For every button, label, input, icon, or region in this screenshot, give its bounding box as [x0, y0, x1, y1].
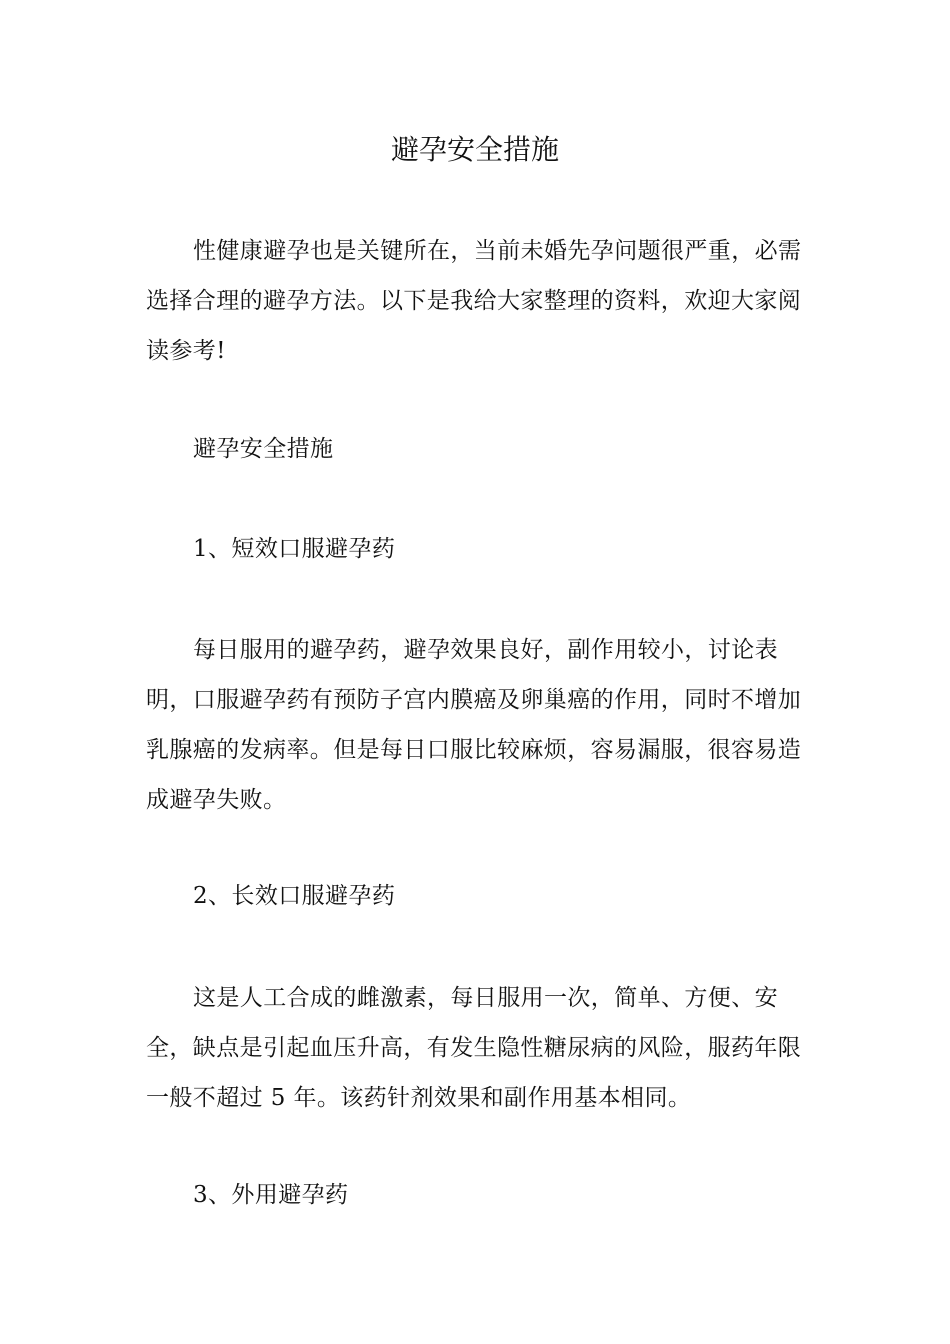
section-heading: 避孕安全措施: [193, 436, 334, 462]
item-heading-3: 3、外用避孕药: [193, 1182, 349, 1208]
intro-paragraph: 性健康避孕也是关键所在，当前未婚先孕问题很严重，必需选择合理的避孕方法。以下是我给大家整理的资料，欢迎大家阅读参考!: [146, 238, 802, 364]
document-title: 避孕安全措施: [390, 133, 559, 166]
item-body-2: 这是人工合成的雌激素，每日服用一次，简单、方便、安全，缺点是引起血压升高，有发生隐性糖尿病的风险，服药年限一般不超过 5 年。该药针剂效果和副作用基本相同。: [146, 985, 802, 1111]
item-heading-1: 1、短效口服避孕药: [193, 536, 396, 562]
item-heading-2: 2、长效口服避孕药: [193, 883, 396, 909]
item-body-1: 每日服用的避孕药，避孕效果良好，副作用较小，讨论表明，口服避孕药有预防子宫内膜癌及卵巢癌的作用，同时不增加乳腺癌的发病率。但是每日口服比较麻烦，容易漏服，很容易造成避孕失败。: [146, 637, 802, 813]
